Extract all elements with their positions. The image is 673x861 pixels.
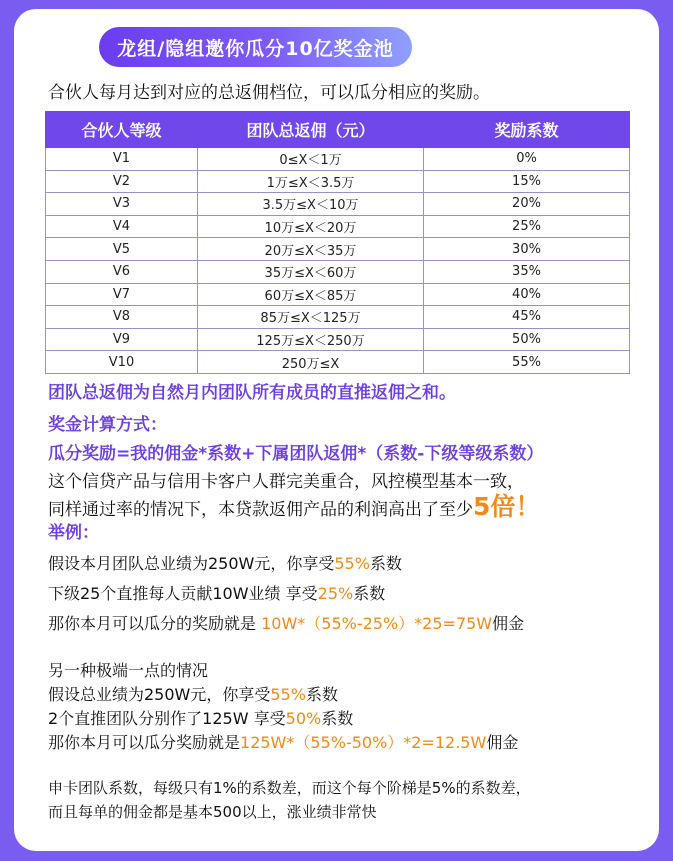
header-coefficient: 奖励系数: [424, 112, 630, 148]
cell-coefficient: 20%: [424, 193, 630, 216]
paragraph-line-1: 这个信贷产品与信用卡客户人群完美重合，风控模型基本一致，: [48, 472, 524, 492]
cell-commission-range: 85万≤X＜125万: [198, 306, 424, 329]
cell-level: V4: [46, 215, 198, 238]
table-row: [46, 170, 630, 193]
formula-text: 瓜分奖励=我的佣金*系数+下属团队返佣*（系数-下级等级系数）: [48, 444, 544, 464]
cell-commission-range: 3.5万≤X＜10万: [198, 193, 424, 216]
cell-commission-range: 250万≤X: [198, 351, 424, 374]
cell-commission-range: 35万≤X＜60万: [198, 260, 424, 283]
ex1-line3-text: 那你本月可以瓜分的奖励就是: [48, 614, 262, 633]
cell-commission-range: 1万≤X＜3.5万: [198, 170, 424, 193]
cell-level: V6: [46, 260, 198, 283]
paragraph-line-2-text: 同样通过率的情况下，本贷款返佣产品的利润高出了至少: [48, 500, 473, 520]
ex1-line2-text: 下级25个直推每人贡献10W业绩 享受: [48, 584, 318, 603]
ex2-line2-text: 2个直推团队分别作了125W 享受: [48, 709, 286, 728]
cell-level: V2: [46, 170, 198, 193]
ex2-line1-suffix: 系数: [305, 685, 338, 704]
cell-commission-range: 10万≤X＜20万: [198, 215, 424, 238]
example1-line-2: [48, 581, 385, 604]
header-commission: 团队总返佣（元）: [198, 112, 424, 148]
cell-level: V8: [46, 306, 198, 329]
intro-text: 合伙人每月达到对应的总返佣档位，可以瓜分相应的奖励。: [48, 83, 490, 103]
ex2-line3-highlight: 125W*（55%-50%）*2=12.5W: [240, 733, 487, 752]
ex2-line2-suffix: 系数: [321, 709, 354, 728]
table-row: [46, 215, 630, 238]
ex1-line2-suffix: 系数: [353, 584, 386, 603]
example2-line-1: [48, 682, 338, 705]
cell-coefficient: 55%: [424, 351, 630, 374]
commission-note: 团队总返佣为自然月内团队所有成员的直推返佣之和。: [48, 383, 456, 403]
cell-level: V5: [46, 238, 198, 261]
closing-line-2: 而且每单的佣金都是基本500以上，涨业绩非常快: [48, 803, 377, 821]
cell-coefficient: 35%: [424, 260, 630, 283]
ex1-line1-text: 假设本月团队总业绩为250W元，你享受: [48, 554, 335, 573]
cell-level: V1: [46, 148, 198, 171]
ex2-line3-suffix: 佣金: [486, 733, 519, 752]
example1-line-3: [48, 611, 524, 634]
cell-coefficient: 0%: [424, 148, 630, 171]
calc-heading: 奖金计算方式：: [48, 415, 167, 435]
table-row: [46, 351, 630, 374]
cell-commission-range: 60万≤X＜85万: [198, 283, 424, 306]
five-times-highlight: 5倍！: [473, 492, 541, 521]
cell-level: V9: [46, 328, 198, 351]
paragraph-line-2: [48, 487, 540, 523]
ex1-line1-suffix: 系数: [369, 554, 402, 573]
title-banner: [99, 27, 412, 67]
cell-level: V3: [46, 193, 198, 216]
ex2-line2-highlight: 50%: [285, 709, 322, 728]
table-row: [46, 306, 630, 329]
ex1-line2-highlight: 25%: [317, 584, 354, 603]
table-row: [46, 238, 630, 261]
ex2-line1-highlight: 55%: [270, 685, 306, 704]
ex1-line3-suffix: 佣金: [492, 614, 525, 633]
closing-line-1: 申卡团队系数，每级只有1%的系数差，而这个每个阶梯是5%的系数差，: [48, 779, 531, 797]
cell-coefficient: 15%: [424, 170, 630, 193]
cell-coefficient: 40%: [424, 283, 630, 306]
cell-level: V10: [46, 351, 198, 374]
example2-heading: 另一种极端一点的情况: [48, 661, 209, 680]
ex1-line1-highlight: 55%: [334, 554, 370, 573]
cell-coefficient: 25%: [424, 215, 630, 238]
cell-commission-range: 0≤X＜1万: [198, 148, 424, 171]
ex2-line3-text: 那你本月可以瓜分奖励就是: [48, 733, 241, 752]
example2-line-2: [48, 706, 353, 729]
cell-coefficient: 50%: [424, 328, 630, 351]
cell-commission-range: 20万≤X＜35万: [198, 238, 424, 261]
ex1-line3-highlight: 10W*（55%-25%）*25=75W: [261, 614, 493, 633]
cell-coefficient: 45%: [424, 306, 630, 329]
cell-commission-range: 125万≤X＜250万: [198, 328, 424, 351]
example2-line-3: [48, 730, 518, 753]
table-row: [46, 148, 630, 171]
page-title: 龙组/隐组邀你瓜分10亿奖金池: [117, 37, 394, 60]
reward-tier-table: [45, 111, 630, 374]
table-row: [46, 283, 630, 306]
ex2-line1-text: 假设总业绩为250W元，你享受: [48, 685, 271, 704]
table-row: [46, 260, 630, 283]
cell-level: V7: [46, 283, 198, 306]
header-level: 合伙人等级: [46, 112, 198, 148]
table-row: [46, 193, 630, 216]
table-row: [46, 328, 630, 351]
table-header-row: [46, 112, 630, 148]
example-heading: 举例：: [48, 523, 99, 543]
cell-coefficient: 30%: [424, 238, 630, 261]
example1-line-1: [48, 551, 402, 574]
